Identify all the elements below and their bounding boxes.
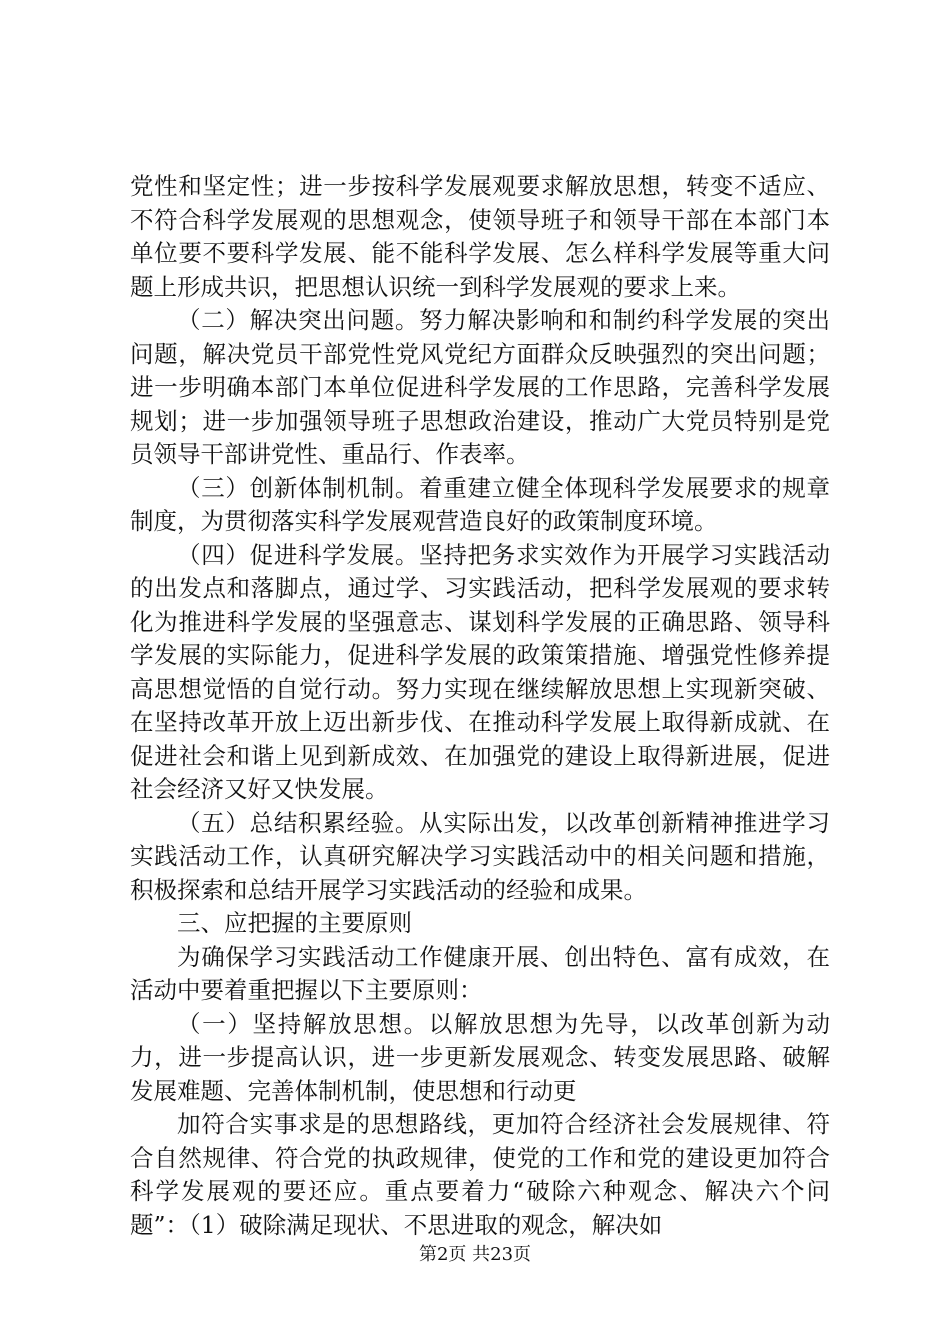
paragraph-4: （四）促进科学发展。坚持把务求实效作为开展学习实践活动的出发点和落脚点，通过学、习实践活动，把科学发展观的要求转化为推进科学发展的坚强意志、谋划科学发展的正确思路、领导科学发展的实际能力，促进科学发展的政策策措施、增强党性修养提高思想觉悟的自觉行动。努力实现在继续解放思想上实现新突破、在坚持改革开放上迈出新步伐、在推动科学发展上取得新成就、在促进社会和谐上见到新成效、在加强党的建设上取得新进展，促进社会经济又好又快发展。 (130, 540, 830, 803)
paragraph-2: （二）解决突出问题。努力解决影响和和制约科学发展的突出问题，解决党员干部党性党风党纪方面群众反映强烈的突出问题；进一步明确本部门本单位促进科学发展的工作思路，完善科学发展规划；进一步加强领导班子思想政治建设，推动广大党员特别是党员领导干部讲党性、重品行、作表率。 (130, 306, 830, 468)
section-heading: 三、应把握的主要原则 (177, 909, 412, 937)
paragraph-7: 为确保学习实践活动工作健康开展、创出特色、富有成效，在活动中要着重把握以下主要原则： (130, 942, 830, 1004)
paragraph-8: （一）坚持解放思想。以解放思想为先导，以改革创新为动力，进一步提高认识，进一步更新发展观念、转变发展思路、破解发展难题、完善体制机制，使思想和行动更 (130, 1009, 830, 1105)
paragraph-5: （五）总结积累经验。从实际出发，以改革创新精神推进学习实践活动工作，认真研究解决学习实践活动中的相关问题和措施，积极探索和总结开展学习实践活动的经验和成果。 (130, 808, 830, 904)
document-body (130, 170, 830, 1242)
page-footer: 第2页 共23页 (418, 1244, 532, 1265)
paragraph-3: （三）创新体制机制。着重建立健全体现科学发展要求的规章制度，为贯彻落实科学发展观营造良好的政策制度环境。 (130, 473, 830, 535)
paragraph-9: 加符合实事求是的思想路线，更加符合经济社会发展规律、符合自然规律、符合党的执政规律，使党的工作和党的建设更加符合科学发展观的要还应。重点要着力“破除六种观念、解决六个问题”：（1）破除满足现状、不思进取的观念，解决如 (130, 1110, 830, 1239)
paragraph-1: 党性和坚定性；进一步按科学发展观要求解放思想，转变不适应、不符合科学发展观的思想观念，使领导班子和领导干部在本部门本单位要不要科学发展、能不能科学发展、怎么样科学发展等重大问题上形成共识，把思想认识统一到科学发展观的要求上来。 (130, 172, 830, 301)
